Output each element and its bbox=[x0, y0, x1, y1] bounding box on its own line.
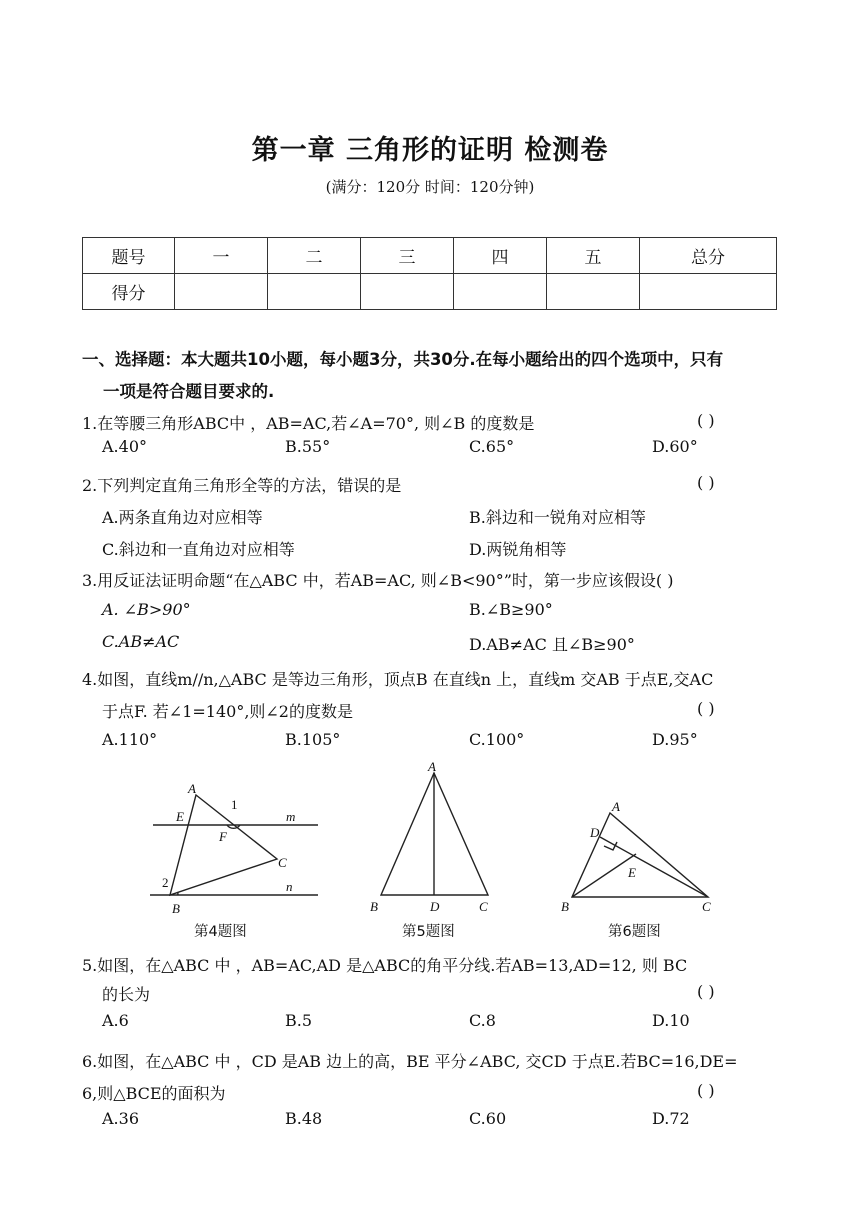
question-3: 3.用反证法证明命题“在△ABC 中，若AB=AC, 则∠B<90°”时，第一步应该假设( ) bbox=[82, 571, 674, 590]
question-1: 1.在等腰三角形ABC中 ，AB=AC,若∠A=70°, 则∠B 的度数是 bbox=[82, 414, 535, 433]
label-d: D bbox=[430, 899, 440, 914]
answer-bracket[interactable]: ( ) bbox=[697, 699, 715, 718]
label-angle-2: 2 bbox=[162, 875, 169, 890]
figure-6-caption: 第6题图 bbox=[608, 924, 661, 940]
option-c: C.60 bbox=[469, 1109, 507, 1128]
table-cell: 五 bbox=[547, 238, 640, 274]
label-b: B bbox=[172, 901, 180, 916]
question-6-cont: 6,则△BCE的面积为 bbox=[82, 1084, 226, 1103]
table-row bbox=[83, 238, 777, 274]
option-c: C.100° bbox=[469, 730, 525, 749]
label-c: C bbox=[702, 899, 711, 914]
option-b: B.斜边和一锐角对应相等 bbox=[469, 508, 646, 527]
score-input-cell[interactable] bbox=[640, 274, 777, 310]
question-6: 6.如图，在△ABC 中 ，CD 是AB 边上的高，BE 平分∠ABC, 交CD 于点E.若BC=16,DE= bbox=[82, 1052, 738, 1071]
option-d: D.两锐角相等 bbox=[469, 540, 567, 559]
option-d: D.AB≠AC 且∠B≥90° bbox=[469, 635, 635, 654]
option-a: A.40° bbox=[102, 437, 147, 456]
option-a: A.110° bbox=[102, 730, 158, 749]
option-d: D.10 bbox=[652, 1011, 690, 1030]
option-a: A.6 bbox=[102, 1011, 129, 1030]
table-cell: 三 bbox=[361, 238, 454, 274]
section-heading: 一、选择题：本大题共10小题，每小题3分，共30分.在每小题给出的四个选项中，只有 bbox=[82, 350, 724, 369]
figure-5 bbox=[381, 773, 488, 895]
table-cell: 得分 bbox=[83, 274, 175, 310]
answer-bracket[interactable]: ( ) bbox=[697, 411, 715, 430]
label-e: E bbox=[628, 865, 636, 880]
question-4-cont: 于点F. 若∠1=140°,则∠2的度数是 bbox=[102, 702, 353, 721]
option-c: C.AB≠AC bbox=[102, 632, 180, 651]
option-d: D.60° bbox=[652, 437, 698, 456]
label-c: C bbox=[278, 855, 287, 870]
question-5-cont: 的长为 bbox=[102, 985, 151, 1004]
table-cell: 题号 bbox=[83, 238, 175, 274]
answer-bracket[interactable]: ( ) bbox=[697, 1081, 715, 1100]
label-e: E bbox=[176, 809, 184, 824]
answer-bracket[interactable]: ( ) bbox=[697, 982, 715, 1001]
question-4: 4.如图，直线m//n,△ABC 是等边三角形，顶点B 在直线n 上，直线m 交AB 于点E,交AC bbox=[82, 670, 714, 689]
page-title: 第一章 三角形的证明 检测卷 bbox=[251, 135, 609, 166]
answer-bracket[interactable]: ( ) bbox=[697, 473, 715, 492]
table-cell: 四 bbox=[454, 238, 547, 274]
table-cell: 一 bbox=[175, 238, 268, 274]
score-table bbox=[82, 237, 777, 310]
option-d: D.72 bbox=[652, 1109, 690, 1128]
option-c: C.斜边和一直角边对应相等 bbox=[102, 540, 295, 559]
score-input-cell[interactable] bbox=[268, 274, 361, 310]
question-2: 2.下列判定直角三角形全等的方法，错误的是 bbox=[82, 476, 402, 495]
figure-5-caption: 第5题图 bbox=[402, 924, 455, 940]
score-input-cell[interactable] bbox=[547, 274, 640, 310]
figure-4-caption: 第4题图 bbox=[194, 924, 247, 940]
label-a: A bbox=[188, 781, 196, 796]
section-heading-cont: 一项是符合题目要求的. bbox=[103, 382, 275, 401]
option-c: C.65° bbox=[469, 437, 515, 456]
table-cell: 总分 bbox=[640, 238, 777, 274]
label-angle-1: 1 bbox=[231, 797, 238, 812]
option-a: A. ∠B>90° bbox=[102, 600, 191, 619]
option-b: B.∠B≥90° bbox=[469, 600, 553, 619]
table-row bbox=[83, 274, 777, 310]
label-a: A bbox=[612, 799, 620, 814]
label-f: F bbox=[219, 829, 227, 844]
exam-info: (满分：120分 时间：120分钟) bbox=[325, 178, 535, 196]
label-d: D bbox=[590, 825, 600, 840]
option-b: B.48 bbox=[285, 1109, 323, 1128]
option-c: C.8 bbox=[469, 1011, 496, 1030]
label-b: B bbox=[370, 899, 378, 914]
option-b: B.5 bbox=[285, 1011, 313, 1030]
score-input-cell[interactable] bbox=[454, 274, 547, 310]
option-b: B.105° bbox=[285, 730, 341, 749]
label-n: n bbox=[286, 879, 293, 894]
table-cell: 二 bbox=[268, 238, 361, 274]
option-a: A.36 bbox=[102, 1109, 139, 1128]
label-a: A bbox=[428, 759, 436, 774]
score-input-cell[interactable] bbox=[361, 274, 454, 310]
label-b: B bbox=[561, 899, 569, 914]
option-d: D.95° bbox=[652, 730, 698, 749]
label-m: m bbox=[286, 809, 296, 824]
figures-row bbox=[0, 755, 860, 945]
option-b: B.55° bbox=[285, 437, 331, 456]
option-a: A.两条直角边对应相等 bbox=[102, 508, 263, 527]
score-input-cell[interactable] bbox=[175, 274, 268, 310]
question-5: 5.如图，在△ABC 中 ，AB=AC,AD 是△ABC的角平分线.若AB=13,AD=12, 则 BC bbox=[82, 956, 688, 975]
triangle-abc bbox=[170, 795, 277, 895]
label-c: C bbox=[479, 899, 488, 914]
